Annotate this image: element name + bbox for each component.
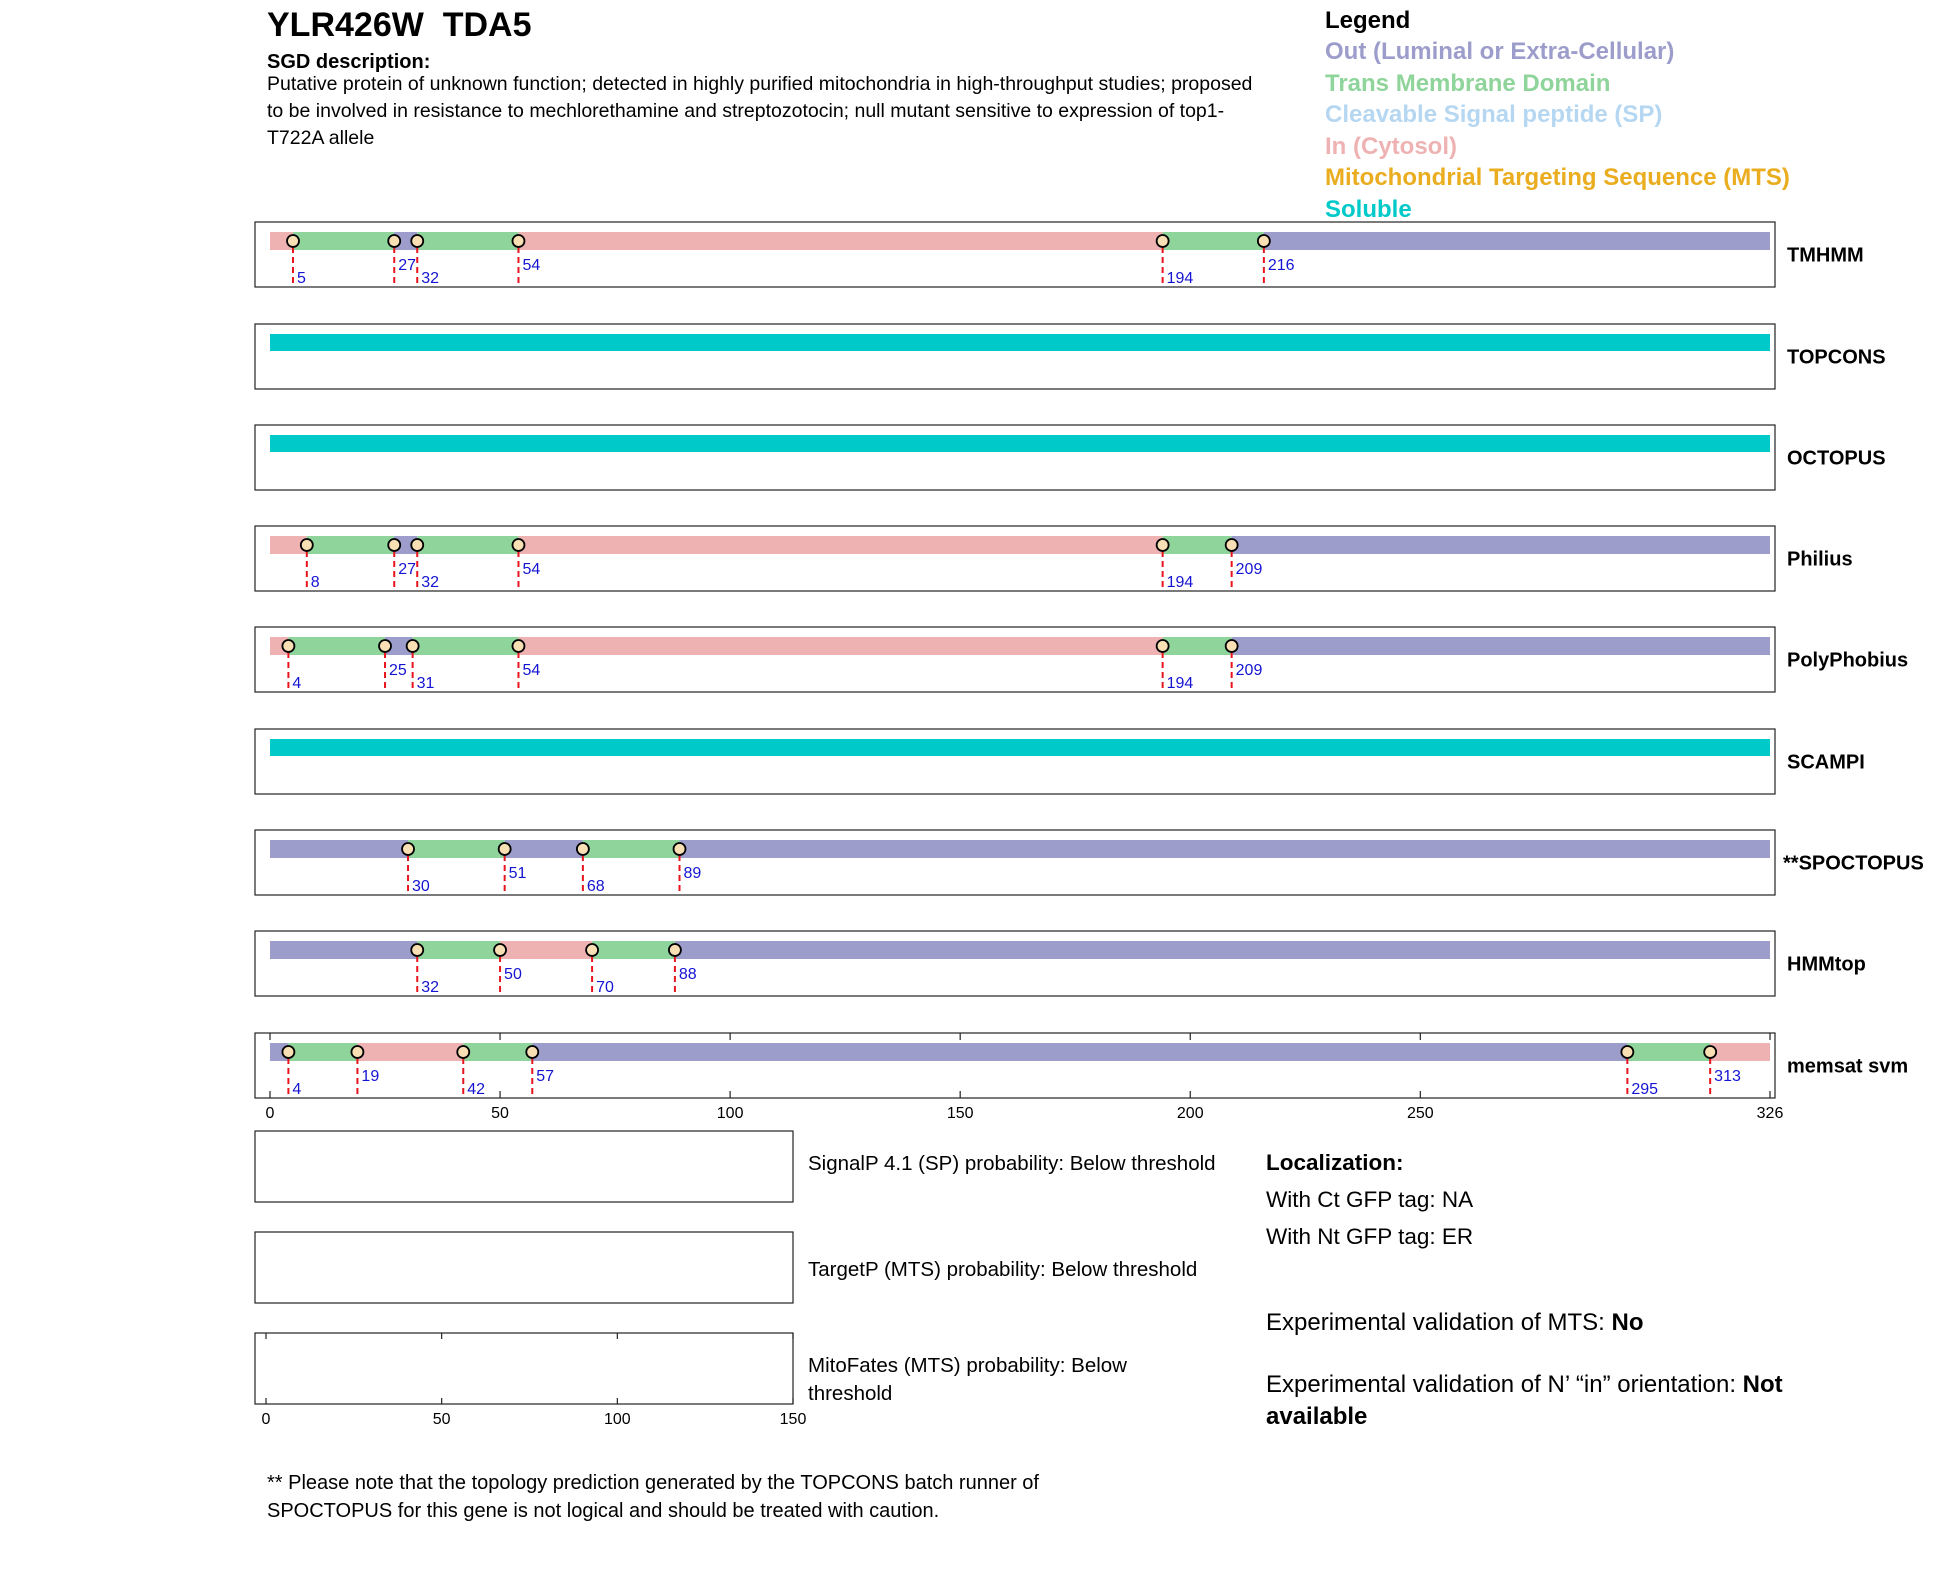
segment-in	[518, 536, 1162, 554]
x-tick-label: 250	[1406, 1105, 1434, 1122]
segment-out	[270, 840, 408, 858]
marker-circle	[1157, 235, 1169, 247]
localization-title: Localization:	[1266, 1150, 1404, 1175]
track	[255, 627, 1908, 692]
legend-title: Legend	[1325, 7, 1411, 34]
marker-label: 68	[586, 878, 605, 895]
marker-label: 51	[508, 865, 527, 882]
marker-label: 25	[389, 662, 407, 679]
marker-label: 27	[398, 561, 417, 578]
track	[255, 729, 1865, 794]
segment-tm	[408, 840, 505, 858]
legend-item: In (Cytosol)	[1325, 132, 1457, 160]
marker-circle	[388, 235, 400, 247]
marker-label: 313	[1714, 1068, 1741, 1085]
track-name: TOPCONS	[1787, 346, 1886, 369]
track-frame	[255, 729, 1775, 794]
track-frame	[255, 526, 1775, 591]
marker-label: 50	[504, 966, 522, 983]
segment-out	[680, 840, 1770, 858]
track-name: HMMtop	[1787, 953, 1866, 976]
spoctopus-note: ** Please note that the topology prediction generated by the TOPCONS batch runner of SPOCTOPUS for this gene is not logical and should be treated with caution.	[267, 1472, 1039, 1522]
segment-soluble	[270, 435, 1770, 452]
mts-validation-value: No	[1611, 1309, 1644, 1336]
track-name: TMHMM	[1787, 244, 1864, 267]
legend-item: Trans Membrane Domain	[1325, 69, 1611, 97]
mts-validation-label: Experimental validation of MTS:	[1266, 1309, 1612, 1336]
mitofates-tick-label: 100	[603, 1411, 631, 1428]
track	[255, 1033, 1908, 1098]
marker-circle	[411, 539, 423, 551]
track-name: Philius	[1787, 548, 1853, 571]
marker-label: 57	[536, 1068, 555, 1085]
segment-out	[505, 840, 583, 858]
probability-box	[255, 1232, 793, 1303]
gene-title: YLR426W TDA5	[267, 6, 532, 44]
marker-label: 295	[1631, 1081, 1659, 1098]
marker-label: 5	[297, 270, 306, 287]
marker-circle	[402, 843, 414, 855]
marker-label: 32	[421, 979, 440, 996]
marker-circle	[1621, 1046, 1633, 1058]
marker-circle	[287, 235, 299, 247]
marker-label: 194	[1166, 675, 1194, 692]
marker-circle	[499, 843, 511, 855]
segment-in	[518, 232, 1162, 250]
segment-tm	[592, 941, 675, 959]
marker-label: 42	[467, 1081, 486, 1098]
x-tick-label: 326	[1756, 1105, 1784, 1122]
segment-in	[500, 941, 592, 959]
marker-circle	[457, 1046, 469, 1058]
marker-label: 194	[1166, 270, 1194, 287]
track-name: PolyPhobius	[1787, 649, 1909, 672]
marker-circle	[1226, 640, 1238, 652]
track-frame	[255, 324, 1775, 389]
track-name: OCTOPUS	[1787, 447, 1886, 470]
mitofates-tick-label: 150	[779, 1411, 807, 1428]
segment-tm	[1163, 232, 1264, 250]
marker-circle	[1226, 539, 1238, 551]
segment-out	[1232, 637, 1770, 655]
marker-circle	[586, 944, 598, 956]
legend	[1325, 5, 1790, 225]
track	[255, 324, 1886, 389]
marker-circle	[1258, 235, 1270, 247]
track-frame	[255, 425, 1775, 490]
sgd-description-text: Putative protein of unknown function; detected in highly purified mitochondria in high-throughput studies; proposed to be involved in resistance to mechlorethamine and streptozotocin; null mutant sensitive to expression of top1-T722A allele	[267, 73, 1253, 149]
mitofates-tick-label: 0	[261, 1411, 271, 1428]
segment-in	[357, 1043, 463, 1061]
marker-circle	[512, 640, 524, 652]
marker-label: 32	[421, 574, 440, 591]
track-frame	[255, 627, 1775, 692]
track-frame	[255, 830, 1775, 895]
segment-soluble	[270, 334, 1770, 351]
orientation-validation-label: Experimental validation of N’ “in” orientation:	[1266, 1371, 1743, 1398]
legend-item: Cleavable Signal peptide (SP)	[1325, 101, 1663, 128]
marker-circle	[494, 944, 506, 956]
track-name: memsat svm	[1787, 1055, 1909, 1078]
segment-tm	[463, 1043, 532, 1061]
segment-tm	[417, 232, 518, 250]
legend-item: Out (Luminal or Extra-Cellular)	[1325, 38, 1675, 65]
marker-label: 88	[678, 966, 697, 983]
segment-tm	[417, 941, 500, 959]
marker-circle	[282, 1046, 294, 1058]
marker-label: 4	[292, 675, 302, 692]
probability-box	[255, 1131, 793, 1202]
marker-circle	[669, 944, 681, 956]
sgd-description-label: SGD description:	[267, 51, 431, 73]
probability-box	[255, 1333, 793, 1404]
legend-item: Soluble	[1325, 195, 1412, 223]
track-name: SCAMPI	[1787, 751, 1865, 774]
segment-soluble	[270, 739, 1770, 756]
track-frame	[255, 931, 1775, 996]
marker-label: 216	[1267, 257, 1295, 274]
legend-item: Mitochondrial Targeting Sequence (MTS)	[1325, 164, 1790, 191]
marker-label: 31	[416, 675, 435, 692]
nt-gfp-tag: With Nt GFP tag: ER	[1266, 1224, 1474, 1249]
segment-tm	[288, 637, 385, 655]
marker-label: 19	[361, 1068, 380, 1085]
marker-circle	[411, 235, 423, 247]
topology-tracks	[255, 222, 1924, 1122]
x-tick-label: 0	[265, 1105, 275, 1122]
mts-validation	[1266, 1309, 1643, 1337]
marker-label: 89	[683, 865, 702, 882]
x-tick-label: 100	[716, 1105, 744, 1122]
marker-circle	[526, 1046, 538, 1058]
x-tick-label: 50	[491, 1105, 509, 1122]
probability-boxes	[255, 1131, 806, 1428]
segment-tm	[1627, 1043, 1710, 1061]
segment-tm	[288, 1043, 357, 1061]
marker-label: 194	[1166, 574, 1194, 591]
orientation-validation-value: Not available	[1266, 1371, 1783, 1430]
ct-gfp-tag: With Ct GFP tag: NA	[1266, 1187, 1474, 1212]
track	[255, 931, 1866, 996]
marker-circle	[1157, 539, 1169, 551]
segment-tm	[1163, 536, 1232, 554]
track	[255, 222, 1864, 287]
marker-circle	[577, 843, 589, 855]
marker-circle	[674, 843, 686, 855]
marker-circle	[1704, 1046, 1716, 1058]
marker-circle	[379, 640, 391, 652]
marker-circle	[411, 944, 423, 956]
marker-circle	[388, 539, 400, 551]
marker-label: 8	[310, 574, 320, 591]
mitofates-tick-label: 50	[432, 1411, 451, 1428]
track	[255, 830, 1924, 895]
marker-label: 209	[1235, 662, 1263, 679]
marker-circle	[301, 539, 313, 551]
targetp-probability: TargetP (MTS) probability: Below threshold	[808, 1258, 1198, 1281]
x-tick-label: 150	[946, 1105, 974, 1122]
mitofates-probability: MitoFates (MTS) probability: Below threshold	[808, 1354, 1127, 1405]
marker-label: 209	[1235, 561, 1263, 578]
track-frame	[255, 222, 1775, 287]
track	[255, 425, 1886, 490]
segment-out	[1232, 536, 1770, 554]
marker-label: 4	[292, 1081, 302, 1098]
marker-label: 54	[522, 662, 541, 679]
marker-circle	[282, 640, 294, 652]
segment-out	[675, 941, 1770, 959]
segment-tm	[293, 232, 394, 250]
marker-circle	[407, 640, 419, 652]
segment-tm	[307, 536, 394, 554]
segment-out	[532, 1043, 1627, 1061]
marker-label: 54	[522, 561, 541, 578]
track	[255, 526, 1853, 591]
marker-label: 54	[522, 257, 541, 274]
marker-label: 27	[398, 257, 417, 274]
marker-circle	[1157, 640, 1169, 652]
marker-circle	[512, 235, 524, 247]
marker-label: 32	[421, 270, 440, 287]
segment-tm	[417, 536, 518, 554]
marker-label: 70	[596, 979, 614, 996]
segment-tm	[583, 840, 680, 858]
orientation-validation	[1266, 1369, 1866, 1433]
signalp-probability: SignalP 4.1 (SP) probability: Below threshold	[808, 1152, 1216, 1175]
marker-circle	[351, 1046, 363, 1058]
segment-out	[270, 941, 417, 959]
x-tick-label: 200	[1176, 1105, 1204, 1122]
segment-out	[1264, 232, 1770, 250]
track-name: **SPOCTOPUS	[1783, 852, 1924, 875]
segment-in	[518, 637, 1162, 655]
marker-circle	[512, 539, 524, 551]
segment-in	[1710, 1043, 1770, 1061]
marker-label: 30	[412, 878, 430, 895]
segment-tm	[413, 637, 519, 655]
segment-tm	[1163, 637, 1232, 655]
